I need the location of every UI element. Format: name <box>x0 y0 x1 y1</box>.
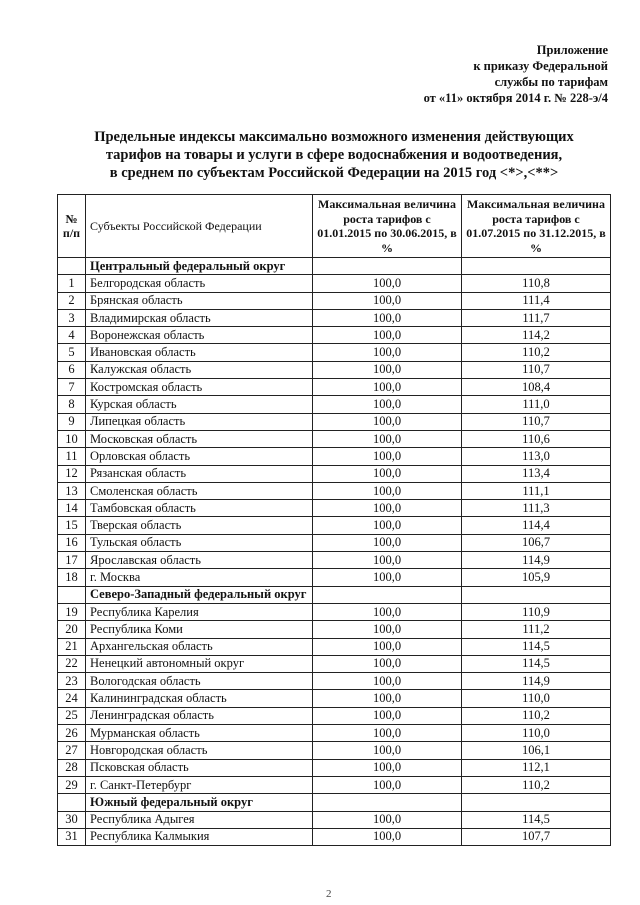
district-row <box>58 586 611 603</box>
row-value-h2: 114,9 <box>462 552 611 569</box>
row-value-h1: 100,0 <box>313 603 462 620</box>
col-header-num: № п/п <box>58 195 86 258</box>
row-subject: Мурманская область <box>86 725 313 742</box>
row-value-h2: 111,7 <box>462 309 611 326</box>
row-value-h1: 100,0 <box>313 396 462 413</box>
table-row <box>58 396 611 413</box>
table-row <box>58 465 611 482</box>
district-v2-cell <box>462 586 611 603</box>
row-value-h1: 100,0 <box>313 673 462 690</box>
table-row <box>58 552 611 569</box>
row-value-h2: 111,2 <box>462 621 611 638</box>
row-subject: Ненецкий автономный округ <box>86 655 313 672</box>
table-row <box>58 292 611 309</box>
row-number: 29 <box>58 776 86 793</box>
row-value-h1: 100,0 <box>313 707 462 724</box>
row-subject: Тамбовская область <box>86 500 313 517</box>
col-header-v2: Максимальная величина роста тарифов с 01.07.2015 по 31.12.2015, в % <box>462 195 611 258</box>
table-header-row <box>58 195 611 258</box>
row-number: 30 <box>58 811 86 828</box>
row-number: 11 <box>58 448 86 465</box>
row-number: 15 <box>58 517 86 534</box>
district-num-cell <box>58 258 86 275</box>
table-row <box>58 707 611 724</box>
table-row <box>58 638 611 655</box>
row-subject: Калининградская область <box>86 690 313 707</box>
row-value-h2: 110,7 <box>462 361 611 378</box>
row-value-h1: 100,0 <box>313 275 462 292</box>
table-row <box>58 673 611 690</box>
row-value-h1: 100,0 <box>313 638 462 655</box>
row-subject: Брянская область <box>86 292 313 309</box>
row-value-h2: 110,6 <box>462 430 611 447</box>
district-name: Центральный федеральный округ <box>86 258 313 275</box>
row-subject: Республика Адыгея <box>86 811 313 828</box>
row-subject: г. Москва <box>86 569 313 586</box>
row-number: 22 <box>58 655 86 672</box>
table-row <box>58 569 611 586</box>
row-subject: Архангельская область <box>86 638 313 655</box>
table-row <box>58 690 611 707</box>
tariff-index-table <box>57 194 611 846</box>
row-number: 23 <box>58 673 86 690</box>
row-subject: Тверская область <box>86 517 313 534</box>
row-value-h1: 100,0 <box>313 361 462 378</box>
table-body <box>58 258 611 846</box>
row-value-h2: 110,0 <box>462 690 611 707</box>
row-subject: Республика Коми <box>86 621 313 638</box>
row-subject: Вологодская область <box>86 673 313 690</box>
table-row <box>58 759 611 776</box>
row-value-h1: 100,0 <box>313 621 462 638</box>
district-v2-cell <box>462 258 611 275</box>
district-v1-cell <box>313 794 462 811</box>
row-value-h2: 110,2 <box>462 776 611 793</box>
header-line-2: к приказу Федеральной <box>473 59 608 73</box>
row-value-h1: 100,0 <box>313 569 462 586</box>
row-value-h2: 108,4 <box>462 379 611 396</box>
row-value-h2: 111,1 <box>462 482 611 499</box>
row-number: 18 <box>58 569 86 586</box>
row-number: 8 <box>58 396 86 413</box>
row-value-h2: 114,9 <box>462 673 611 690</box>
table-row <box>58 448 611 465</box>
row-subject: Псковская область <box>86 759 313 776</box>
row-number: 16 <box>58 534 86 551</box>
row-subject: Тульская область <box>86 534 313 551</box>
table-row <box>58 776 611 793</box>
row-value-h2: 113,4 <box>462 465 611 482</box>
row-value-h2: 114,5 <box>462 655 611 672</box>
row-number: 10 <box>58 430 86 447</box>
table-row <box>58 517 611 534</box>
table-row <box>58 655 611 672</box>
row-number: 21 <box>58 638 86 655</box>
district-v2-cell <box>462 794 611 811</box>
table-row <box>58 344 611 361</box>
table-row <box>58 379 611 396</box>
row-number: 27 <box>58 742 86 759</box>
row-value-h2: 110,0 <box>462 725 611 742</box>
title-line-3: в среднем по субъектам Российской Федерации на 2015 год <*>,<**> <box>109 165 559 181</box>
row-number: 28 <box>58 759 86 776</box>
row-subject: Воронежская область <box>86 327 313 344</box>
row-number: 17 <box>58 552 86 569</box>
table-row <box>58 603 611 620</box>
title-line-1: Предельные индексы максимально возможного изменения действующих <box>94 129 574 145</box>
row-subject: Новгородская область <box>86 742 313 759</box>
row-value-h1: 100,0 <box>313 776 462 793</box>
district-v1-cell <box>313 258 462 275</box>
row-number: 14 <box>58 500 86 517</box>
table-row <box>58 482 611 499</box>
table-row <box>58 534 611 551</box>
header-line-3: службы по тарифам <box>494 75 608 89</box>
row-number: 26 <box>58 725 86 742</box>
row-value-h2: 106,1 <box>462 742 611 759</box>
row-value-h2: 112,1 <box>462 759 611 776</box>
row-number: 25 <box>58 707 86 724</box>
row-subject: Рязанская область <box>86 465 313 482</box>
row-value-h2: 110,2 <box>462 344 611 361</box>
row-subject: Республика Калмыкия <box>86 828 313 845</box>
col-header-subject: Субъекты Российской Федерации <box>86 195 313 258</box>
district-num-cell <box>58 586 86 603</box>
document-title <box>40 128 628 182</box>
row-subject: Ярославская область <box>86 552 313 569</box>
row-value-h1: 100,0 <box>313 500 462 517</box>
row-value-h1: 100,0 <box>313 655 462 672</box>
row-value-h1: 100,0 <box>313 430 462 447</box>
row-value-h2: 114,2 <box>462 327 611 344</box>
row-value-h1: 100,0 <box>313 725 462 742</box>
row-value-h2: 111,3 <box>462 500 611 517</box>
district-v1-cell <box>313 586 462 603</box>
row-number: 4 <box>58 327 86 344</box>
row-value-h2: 110,2 <box>462 707 611 724</box>
row-number: 24 <box>58 690 86 707</box>
row-subject: Белгородская область <box>86 275 313 292</box>
row-value-h1: 100,0 <box>313 448 462 465</box>
row-subject: Московская область <box>86 430 313 447</box>
row-value-h1: 100,0 <box>313 379 462 396</box>
row-value-h2: 111,4 <box>462 292 611 309</box>
row-value-h2: 113,0 <box>462 448 611 465</box>
page-number: 2 <box>326 888 332 900</box>
row-subject: Смоленская область <box>86 482 313 499</box>
row-value-h1: 100,0 <box>313 690 462 707</box>
row-number: 13 <box>58 482 86 499</box>
col-header-v1: Максимальная величина роста тарифов с 01.01.2015 по 30.06.2015, в % <box>313 195 462 258</box>
row-value-h1: 100,0 <box>313 759 462 776</box>
document-header <box>424 42 608 106</box>
row-value-h2: 106,7 <box>462 534 611 551</box>
row-number: 2 <box>58 292 86 309</box>
row-value-h1: 100,0 <box>313 292 462 309</box>
row-number: 20 <box>58 621 86 638</box>
header-line-1: Приложение <box>536 43 608 57</box>
table-row <box>58 361 611 378</box>
row-value-h1: 100,0 <box>313 517 462 534</box>
table-row <box>58 413 611 430</box>
row-value-h1: 100,0 <box>313 828 462 845</box>
row-subject: Ивановская область <box>86 344 313 361</box>
table-row <box>58 725 611 742</box>
table-row <box>58 828 611 845</box>
table-row <box>58 327 611 344</box>
header-line-4: от «11» октября 2014 г. № 228-э/4 <box>423 91 608 105</box>
table-row <box>58 275 611 292</box>
row-subject: Костромская область <box>86 379 313 396</box>
row-value-h1: 100,0 <box>313 413 462 430</box>
district-name: Южный федеральный округ <box>86 794 313 811</box>
table-row <box>58 309 611 326</box>
row-value-h2: 110,7 <box>462 413 611 430</box>
row-value-h1: 100,0 <box>313 465 462 482</box>
row-number: 6 <box>58 361 86 378</box>
row-number: 7 <box>58 379 86 396</box>
row-value-h1: 100,0 <box>313 534 462 551</box>
district-row <box>58 794 611 811</box>
title-line-2: тарифов на товары и услуги в сфере водоснабжения и водоотведения, <box>105 147 563 163</box>
row-value-h2: 105,9 <box>462 569 611 586</box>
row-number: 19 <box>58 603 86 620</box>
row-number: 3 <box>58 309 86 326</box>
row-number: 5 <box>58 344 86 361</box>
row-value-h1: 100,0 <box>313 552 462 569</box>
row-number: 31 <box>58 828 86 845</box>
row-value-h2: 114,5 <box>462 811 611 828</box>
row-value-h2: 107,7 <box>462 828 611 845</box>
district-row <box>58 258 611 275</box>
row-subject: г. Санкт-Петербург <box>86 776 313 793</box>
row-number: 12 <box>58 465 86 482</box>
table-row <box>58 621 611 638</box>
row-subject: Владимирская область <box>86 309 313 326</box>
row-value-h1: 100,0 <box>313 811 462 828</box>
row-value-h1: 100,0 <box>313 327 462 344</box>
table-row <box>58 500 611 517</box>
row-number: 9 <box>58 413 86 430</box>
row-value-h2: 114,4 <box>462 517 611 534</box>
row-value-h2: 111,0 <box>462 396 611 413</box>
row-number: 1 <box>58 275 86 292</box>
row-value-h2: 110,8 <box>462 275 611 292</box>
row-subject: Курская область <box>86 396 313 413</box>
table-row <box>58 811 611 828</box>
row-subject: Липецкая область <box>86 413 313 430</box>
row-value-h1: 100,0 <box>313 344 462 361</box>
row-subject: Ленинградская область <box>86 707 313 724</box>
row-value-h1: 100,0 <box>313 742 462 759</box>
district-num-cell <box>58 794 86 811</box>
row-value-h1: 100,0 <box>313 309 462 326</box>
row-subject: Республика Карелия <box>86 603 313 620</box>
row-value-h1: 100,0 <box>313 482 462 499</box>
row-value-h2: 114,5 <box>462 638 611 655</box>
row-subject: Орловская область <box>86 448 313 465</box>
table-row <box>58 430 611 447</box>
table-row <box>58 742 611 759</box>
row-value-h2: 110,9 <box>462 603 611 620</box>
district-name: Северо-Западный федеральный округ <box>86 586 313 603</box>
row-subject: Калужская область <box>86 361 313 378</box>
